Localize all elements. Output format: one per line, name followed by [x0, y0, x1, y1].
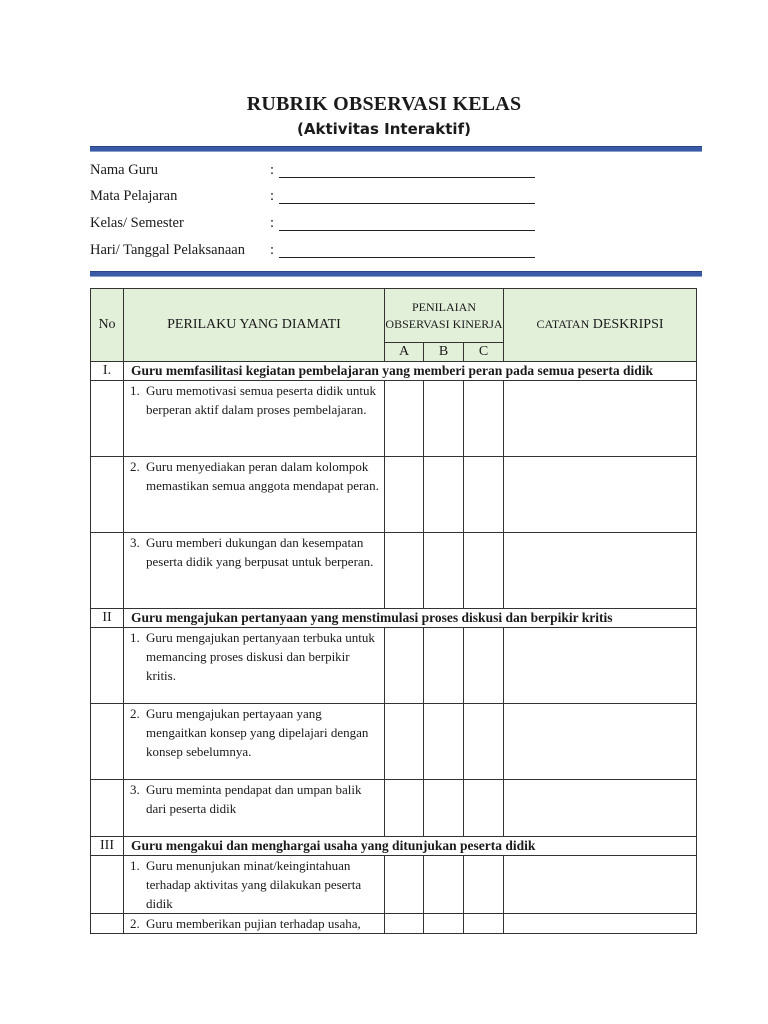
header-divider — [90, 146, 702, 152]
header-penilaian: PENILAIAN OBSERVASI KINERJA — [385, 289, 504, 343]
field-label: Nama Guru — [90, 162, 159, 178]
fields-divider — [90, 271, 702, 277]
score-a-cell[interactable] — [385, 704, 424, 780]
score-b-cell[interactable] — [424, 856, 464, 914]
score-a-cell[interactable] — [385, 856, 424, 914]
score-b-cell[interactable] — [424, 628, 464, 704]
behavior-cell — [124, 628, 385, 704]
no-cell — [91, 457, 124, 533]
no-cell — [91, 856, 124, 914]
item-number: 3. — [130, 782, 140, 797]
notes-cell[interactable] — [504, 628, 697, 704]
field-blank-line[interactable] — [279, 230, 535, 231]
section-title: Guru memfasilitasi kegiatan pembelajaran yang memberi peran pada semua peserta didik — [124, 362, 697, 381]
table-row — [91, 704, 697, 780]
section-number: I. — [91, 362, 124, 381]
item-text: Guru memberikan pujian terhadap usaha, — [146, 916, 361, 931]
table-row — [91, 457, 697, 533]
notes-cell[interactable] — [504, 381, 697, 457]
header-deskripsi-label: DESKRIPSI — [592, 317, 664, 332]
header-col-a: A — [385, 343, 424, 362]
score-c-cell[interactable] — [464, 856, 504, 914]
score-c-cell[interactable] — [464, 533, 504, 609]
score-b-cell[interactable] — [424, 780, 464, 837]
item-number: 3. — [130, 535, 140, 550]
no-cell — [91, 914, 124, 934]
table-row — [91, 381, 697, 457]
score-c-cell[interactable] — [464, 704, 504, 780]
score-b-cell[interactable] — [424, 914, 464, 934]
item-number: 2. — [130, 916, 140, 931]
section-title: Guru mengajukan pertanyaan yang menstimulasi proses diskusi dan berpikir kritis — [124, 609, 697, 628]
item-text: Guru mengajukan pertayaan yang mengaitkan konsep yang dipelajari dengan konsep sebelumnya. — [146, 706, 369, 759]
field-blank-line[interactable] — [279, 203, 535, 204]
behavior-cell — [124, 914, 385, 934]
notes-cell[interactable] — [504, 533, 697, 609]
no-cell — [91, 704, 124, 780]
item-number: 2. — [130, 706, 140, 721]
score-a-cell[interactable] — [385, 533, 424, 609]
header-perilaku: PERILAKU YANG DIAMATI — [124, 289, 385, 362]
field-colon: : — [270, 215, 275, 231]
item-number: 2. — [130, 459, 140, 474]
item-text: Guru memotivasi semua peserta didik untuk berperan aktif dalam proses pembelajaran. — [146, 383, 376, 417]
no-cell — [91, 533, 124, 609]
score-b-cell[interactable] — [424, 704, 464, 780]
rubric-table — [90, 288, 697, 934]
score-a-cell[interactable] — [385, 914, 424, 934]
score-b-cell[interactable] — [424, 533, 464, 609]
no-cell — [91, 381, 124, 457]
score-a-cell[interactable] — [385, 780, 424, 837]
behavior-cell — [124, 780, 385, 837]
field-blank-line[interactable] — [279, 177, 535, 178]
score-b-cell[interactable] — [424, 381, 464, 457]
item-number: 1. — [130, 630, 140, 645]
score-b-cell[interactable] — [424, 457, 464, 533]
item-text: Guru menyediakan peran dalam kolompok memastikan semua anggota mendapat peran. — [146, 459, 379, 493]
document-title: RUBRIK OBSERVASI KELAS — [246, 93, 522, 115]
document-subtitle: (Aktivitas Interaktif) — [297, 120, 471, 138]
notes-cell[interactable] — [504, 780, 697, 837]
behavior-cell — [124, 533, 385, 609]
score-a-cell[interactable] — [385, 457, 424, 533]
table-row — [91, 533, 697, 609]
item-text: Guru menunjukan minat/keingintahuan terhadap aktivitas yang dilakukan peserta didik — [146, 858, 362, 911]
item-text: Guru meminta pendapat dan umpan balik dari peserta didik — [146, 782, 362, 816]
header-col-c: C — [464, 343, 504, 362]
no-cell — [91, 628, 124, 704]
table-row — [91, 914, 697, 934]
score-a-cell[interactable] — [385, 381, 424, 457]
field-label: Kelas/ Semester — [90, 215, 184, 231]
table-row — [91, 856, 697, 914]
notes-cell[interactable] — [504, 856, 697, 914]
item-text: Guru memberi dukungan dan kesempatan peserta didik yang berpusat untuk berperan. — [146, 535, 374, 569]
field-label: Mata Pelajaran — [90, 188, 178, 204]
header-catatan-label: CATATAN — [536, 317, 590, 331]
score-c-cell[interactable] — [464, 457, 504, 533]
notes-cell[interactable] — [504, 914, 697, 934]
item-number: 1. — [130, 383, 140, 398]
score-c-cell[interactable] — [464, 381, 504, 457]
field-label: Hari/ Tanggal Pelaksanaan — [90, 242, 245, 258]
header-no: No — [91, 289, 124, 362]
item-text: Guru mengajukan pertanyaan terbuka untuk memancing proses diskusi dan berpikir kritis. — [146, 630, 375, 683]
field-blank-line[interactable] — [279, 257, 535, 258]
header-catatan — [504, 289, 697, 362]
behavior-cell — [124, 381, 385, 457]
behavior-cell — [124, 704, 385, 780]
section-number: II — [91, 609, 124, 628]
item-number: 1. — [130, 858, 140, 873]
score-c-cell[interactable] — [464, 780, 504, 837]
table-row — [91, 780, 697, 837]
score-c-cell[interactable] — [464, 914, 504, 934]
notes-cell[interactable] — [504, 704, 697, 780]
notes-cell[interactable] — [504, 457, 697, 533]
field-colon: : — [270, 162, 275, 178]
header-col-b: B — [424, 343, 464, 362]
no-cell — [91, 780, 124, 837]
behavior-cell — [124, 856, 385, 914]
behavior-cell — [124, 457, 385, 533]
field-colon: : — [270, 188, 275, 204]
section-number: III — [91, 837, 124, 856]
section-title: Guru mengakui dan menghargai usaha yang ditunjukan peserta didik — [124, 837, 697, 856]
score-c-cell[interactable] — [464, 628, 504, 704]
score-a-cell[interactable] — [385, 628, 424, 704]
field-colon: : — [270, 242, 275, 258]
table-row — [91, 628, 697, 704]
